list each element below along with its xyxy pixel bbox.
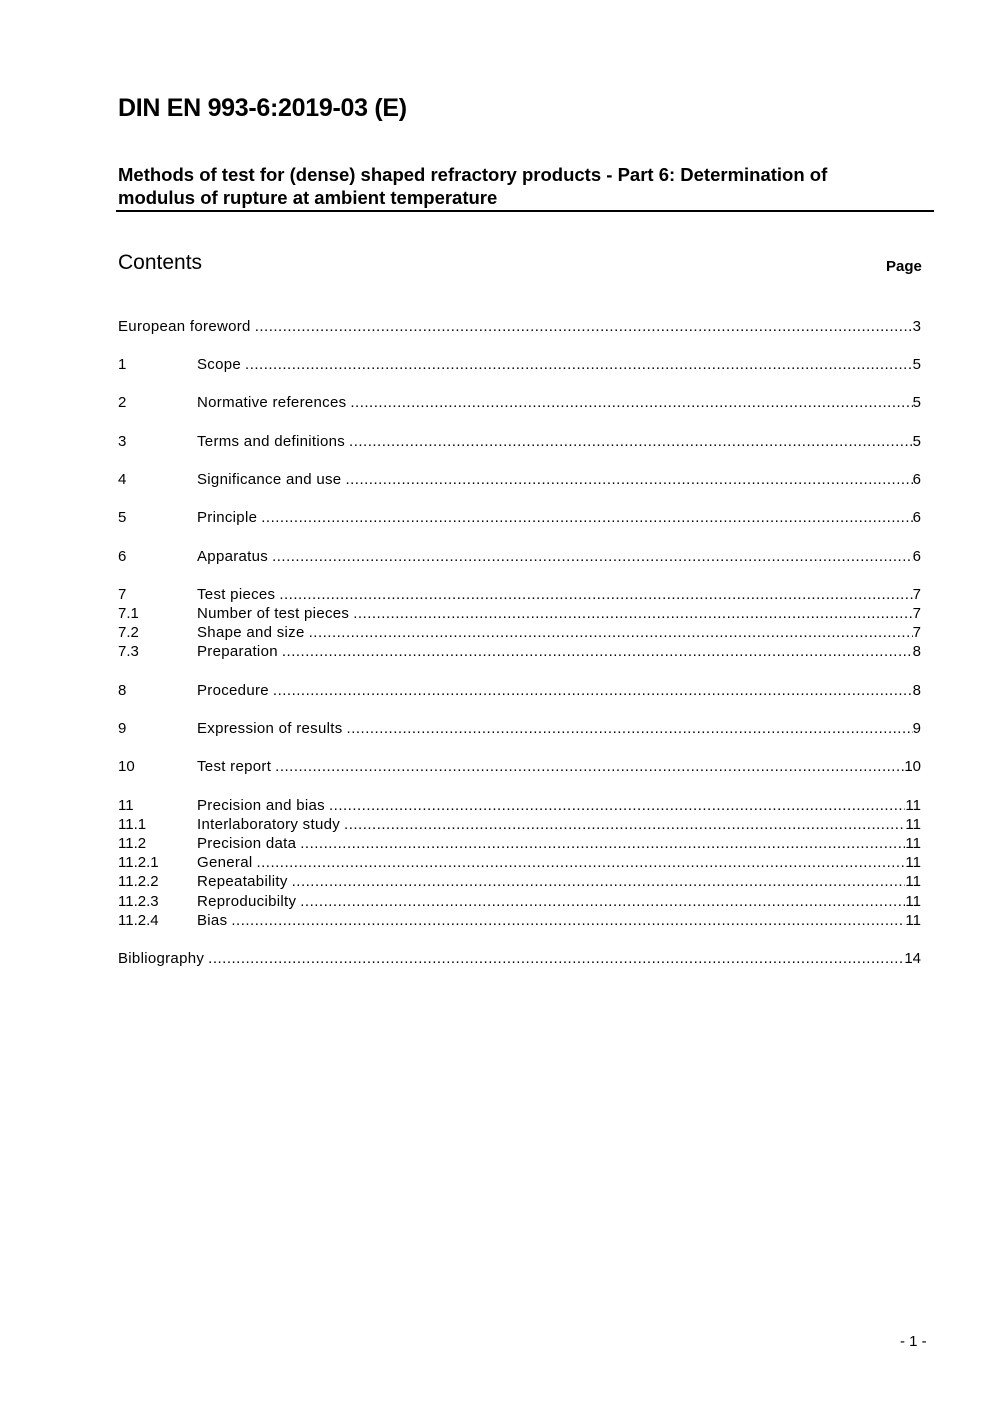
toc-entry-number: 11 — [118, 797, 134, 814]
toc-dot-leader — [349, 432, 913, 451]
toc-entry-label: Procedure — [197, 682, 269, 699]
toc-entry[interactable] — [118, 393, 921, 412]
toc-dot-leader — [273, 681, 913, 700]
toc-dot-leader — [255, 317, 913, 336]
toc-entry-number: 3 — [118, 433, 127, 450]
toc-entry[interactable] — [118, 355, 921, 374]
toc-entry-number: 11.2.4 — [118, 912, 159, 929]
toc-entry-page: 5 — [912, 433, 921, 450]
toc-entry[interactable] — [118, 508, 921, 527]
toc-dot-leader — [275, 757, 904, 776]
toc-entry-label: Bibliography — [118, 950, 205, 967]
toc-entry[interactable] — [118, 432, 921, 451]
toc-entry-page: 11 — [905, 797, 921, 814]
toc-entry-page: 7 — [912, 586, 921, 603]
document-title-line-1: Methods of test for (dense) shaped refractory products - Part 6: Determination of — [118, 164, 828, 185]
toc-entry[interactable] — [118, 642, 921, 661]
toc-entry-label: Precision and bias — [197, 797, 325, 814]
toc-entry-page: 8 — [912, 643, 921, 660]
toc-entry-label: Scope — [197, 356, 242, 373]
toc-dot-leader — [256, 853, 905, 872]
toc-entry-number: 11.2.1 — [118, 854, 159, 871]
toc-entry[interactable] — [118, 719, 921, 738]
toc-entry-page: 5 — [912, 394, 921, 411]
toc-entry-page: 3 — [912, 318, 921, 335]
page-number: - 1 - — [900, 1333, 927, 1350]
toc-entry-label: Bias — [197, 912, 228, 929]
toc-entry-label: Test report — [197, 758, 272, 775]
toc-entry-number: 7.2 — [118, 624, 139, 641]
toc-entry-page: 11 — [905, 873, 921, 890]
toc-dot-leader — [309, 623, 913, 642]
toc-entry[interactable] — [118, 757, 921, 776]
toc-entry-number: 11.2.3 — [118, 893, 159, 910]
toc-entry-label: Repeatability — [197, 873, 288, 890]
toc-entry-page: 9 — [912, 720, 921, 737]
toc-entry[interactable] — [118, 317, 921, 336]
toc-entry-label: Normative references — [197, 394, 347, 411]
toc-entry-page: 8 — [912, 682, 921, 699]
toc-entry-number: 1 — [118, 356, 127, 373]
toc-entry-page: 14 — [904, 950, 921, 967]
toc-dot-leader — [347, 719, 913, 738]
document-id: DIN EN 993-6:2019-03 (E) — [118, 94, 407, 122]
toc-dot-leader — [300, 834, 905, 853]
toc-entry-number: 8 — [118, 682, 127, 699]
toc-entry[interactable] — [118, 796, 921, 815]
toc-entry-number: 11.2 — [118, 835, 147, 852]
toc-entry-page: 10 — [904, 758, 921, 775]
toc-entry-number: 11.1 — [118, 816, 147, 833]
toc-entry-page: 6 — [912, 509, 921, 526]
toc-entry-page: 11 — [905, 835, 921, 852]
toc-entry-number: 11.2.2 — [118, 873, 159, 890]
toc-entry[interactable] — [118, 815, 921, 834]
toc-entry[interactable] — [118, 949, 921, 968]
contents-heading: Contents — [118, 251, 203, 274]
toc-entry-number: 9 — [118, 720, 127, 737]
toc-entry-label: Number of test pieces — [197, 605, 350, 622]
toc-dot-leader — [261, 508, 912, 527]
toc-entry-page: 11 — [905, 854, 921, 871]
toc-entry-number: 5 — [118, 509, 127, 526]
toc-entry-label: Interlaboratory study — [197, 816, 341, 833]
toc-entry-page: 11 — [905, 893, 921, 910]
toc-entry-page: 7 — [912, 605, 921, 622]
toc-entry-label: Reproducibilty — [197, 893, 297, 910]
toc-entry[interactable] — [118, 585, 921, 604]
toc-dot-leader — [329, 796, 905, 815]
toc-dot-leader — [353, 604, 912, 623]
toc-entry[interactable] — [118, 681, 921, 700]
toc-entry-label: Test pieces — [197, 586, 276, 603]
toc-entry-label: Preparation — [197, 643, 278, 660]
page-column-heading: Page — [886, 258, 922, 275]
toc-entry-number: 7 — [118, 586, 127, 603]
toc-dot-leader — [350, 393, 912, 412]
toc-entry-page: 5 — [912, 356, 921, 373]
toc-entry[interactable] — [118, 911, 921, 930]
toc-entry[interactable] — [118, 834, 921, 853]
toc-entry-number: 7.3 — [118, 643, 139, 660]
toc-entry-label: Expression of results — [197, 720, 343, 737]
toc-entry-label: Terms and definitions — [197, 433, 346, 450]
toc-entry-label: Principle — [197, 509, 258, 526]
toc-entry-page: 6 — [912, 548, 921, 565]
toc-entry-label: Apparatus — [197, 548, 269, 565]
toc-entry-page: 11 — [905, 816, 921, 833]
toc-entry[interactable] — [118, 872, 921, 891]
toc-dot-leader — [231, 911, 905, 930]
toc-entry-page: 6 — [912, 471, 921, 488]
toc-entry[interactable] — [118, 470, 921, 489]
toc-dot-leader — [344, 815, 905, 834]
toc-entry-page: 11 — [905, 912, 921, 929]
toc-dot-leader — [272, 547, 913, 566]
toc-dot-leader — [345, 470, 912, 489]
toc-entry[interactable] — [118, 604, 921, 623]
document-title-line-2: modulus of rupture at ambient temperature — [118, 187, 498, 208]
toc-dot-leader — [208, 949, 904, 968]
toc-entry[interactable] — [118, 547, 921, 566]
toc-entry-number: 10 — [118, 758, 135, 775]
toc-entry-number: 2 — [118, 394, 127, 411]
toc-dot-leader — [245, 355, 913, 374]
toc-entry-number: 7.1 — [118, 605, 139, 622]
toc-dot-leader — [282, 642, 913, 661]
toc-entry[interactable] — [118, 892, 921, 911]
toc-dot-leader — [300, 892, 905, 911]
toc-entry[interactable] — [118, 623, 921, 642]
toc-entry-label: Precision data — [197, 835, 297, 852]
toc-entry-label: European foreword — [118, 318, 251, 335]
toc-entry-label: General — [197, 854, 253, 871]
toc-dot-leader — [279, 585, 912, 604]
toc-dot-leader — [292, 872, 906, 891]
toc-entry-number: 6 — [118, 548, 127, 565]
toc-entry-label: Significance and use — [197, 471, 342, 488]
toc-entry-number: 4 — [118, 471, 127, 488]
toc-entry-page: 7 — [912, 624, 921, 641]
toc-entry-label: Shape and size — [197, 624, 305, 641]
toc-entry[interactable] — [118, 853, 921, 872]
